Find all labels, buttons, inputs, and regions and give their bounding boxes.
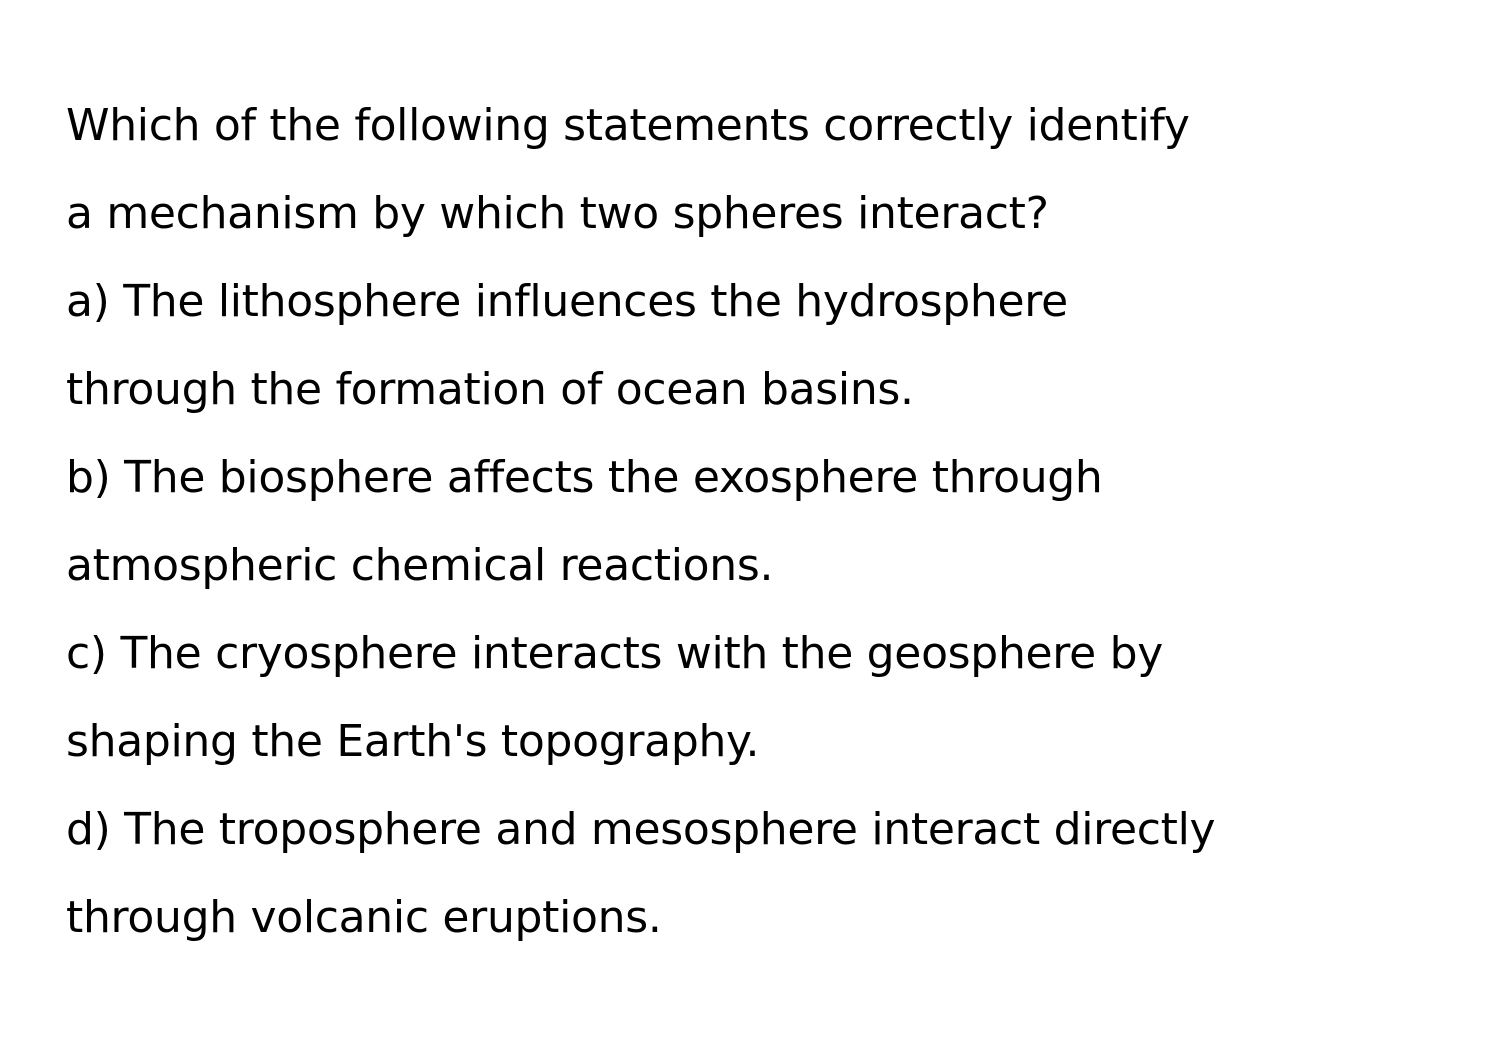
option-b-line: b) The biosphere affects the exosphere through [66, 452, 1103, 503]
option-a-line: a) The lithosphere influences the hydrosphere [66, 276, 1068, 327]
question-document [66, 82, 1466, 962]
question-text [66, 82, 1466, 258]
option-a-line: through the formation of ocean basins. [66, 364, 914, 415]
option-c-line: shaping the Earth's topography. [66, 716, 760, 767]
question-line: a mechanism by which two spheres interact? [66, 188, 1049, 239]
option-c-line: c) The cryosphere interacts with the geosphere by [66, 628, 1163, 679]
option-b-line: atmospheric chemical reactions. [66, 540, 774, 591]
option-a [66, 258, 1466, 434]
option-c [66, 610, 1466, 786]
option-d-line: d) The troposphere and mesosphere interact directly [66, 804, 1216, 855]
option-d-line: through volcanic eruptions. [66, 892, 662, 943]
option-d [66, 786, 1466, 962]
question-line: Which of the following statements correctly identify [66, 100, 1190, 151]
option-b [66, 434, 1466, 610]
